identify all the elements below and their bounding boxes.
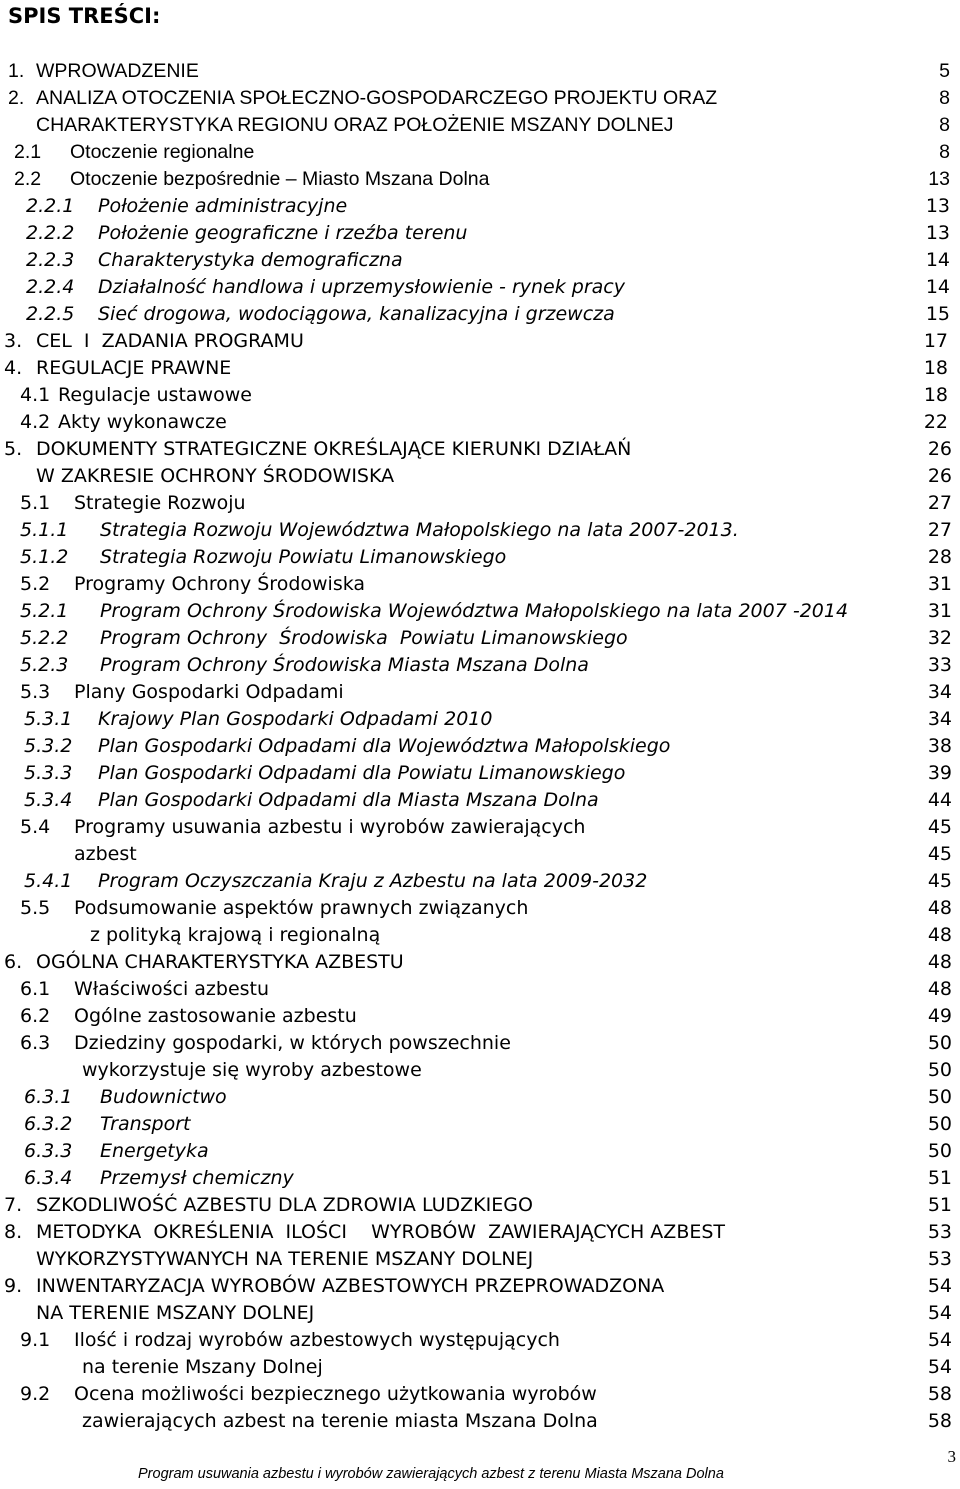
toc-entry-title: ANALIZA OTOCZENIA SPOŁECZNO-GOSPODARCZEGO PROJEKTU ORAZ: [36, 87, 718, 109]
toc-entry[interactable]: [0, 1381, 960, 1407]
toc-entry[interactable]: [0, 517, 960, 543]
toc-entry[interactable]: [0, 328, 960, 354]
toc-entry[interactable]: [0, 355, 960, 381]
toc-entry-page: 54: [927, 1302, 952, 1324]
toc-entry-page: 53: [927, 1221, 952, 1243]
toc-entry[interactable]: [0, 247, 960, 273]
toc-entry[interactable]: [0, 1192, 960, 1218]
toc-entry-title: Budownictwo: [100, 1086, 227, 1108]
toc-entry-title: INWENTARYZACJA WYROBÓW AZBESTOWYCH PRZEPROWADZONA: [36, 1275, 665, 1297]
toc-entry-number: 6.: [4, 951, 23, 973]
toc-entry-page: 58: [927, 1383, 952, 1405]
toc-entry[interactable]: [0, 274, 960, 300]
toc-entry-title: Dziedziny gospodarki, w których powszechnie: [74, 1032, 511, 1054]
toc-entry[interactable]: [0, 1003, 960, 1029]
toc-entry-title: Plan Gospodarki Odpadami dla Województwa Małopolskiego: [98, 735, 671, 757]
toc-entry-title: azbest: [74, 843, 137, 865]
toc-entry-number: 5.2.1: [20, 600, 69, 622]
toc-entry-number: 5.3.2: [24, 735, 73, 757]
toc-entry-page: 34: [927, 681, 952, 703]
toc-entry[interactable]: [0, 1111, 960, 1137]
toc-entry-title: Transport: [100, 1113, 191, 1135]
toc-entry-title: WYKORZYSTYWANYCH NA TERENIE MSZANY DOLNEJ: [36, 1248, 534, 1270]
toc-entry-page: 15: [925, 303, 950, 325]
toc-entry-number: 5.5: [20, 897, 51, 919]
toc-entry-number: 2.2.1: [26, 195, 75, 217]
toc-entry-page: 32: [927, 627, 952, 649]
toc-entry-page: 48: [927, 924, 952, 946]
toc-entry-page: 26: [927, 438, 952, 460]
toc-entry-page: 18: [923, 357, 948, 379]
toc-entry-page: 14: [925, 276, 950, 298]
toc-entry-title: wykorzystuje się wyroby azbestowe: [82, 1059, 422, 1081]
toc-entry-page: 50: [927, 1140, 952, 1162]
toc-entry[interactable]: [0, 1084, 960, 1110]
toc-entry-title: Strategia Rozwoju Województwa Małopolskiego na lata 2007-2013.: [100, 519, 739, 541]
toc-entry[interactable]: [0, 85, 960, 111]
toc-entry-number: 2.: [8, 87, 25, 109]
toc-entry[interactable]: [0, 598, 960, 624]
toc-entry-title: Strategia Rozwoju Powiatu Limanowskiego: [100, 546, 507, 568]
toc-entry-title: Podsumowanie aspektów prawnych związanych: [74, 897, 529, 919]
toc-entry-title: SZKODLIWOŚĆ AZBESTU DLA ZDROWIA LUDZKIEGO: [36, 1194, 533, 1216]
page-number: 3: [947, 1447, 956, 1466]
toc-entry-number: 6.3.4: [24, 1167, 73, 1189]
toc-entry-title: Charakterystyka demograficzna: [98, 249, 403, 271]
toc-entry-title: Plany Gospodarki Odpadami: [74, 681, 344, 703]
toc-entry-title: Plan Gospodarki Odpadami dla Powiatu Limanowskiego: [98, 762, 626, 784]
toc-entry[interactable]: [0, 895, 960, 921]
toc-entry-title: DOKUMENTY STRATEGICZNE OKREŚLAJĄCE KIERUNKI DZIAŁAŃ: [36, 438, 632, 460]
toc-entry-page: 50: [927, 1032, 952, 1054]
toc-entry-page: 34: [927, 708, 952, 730]
toc-entry-page: 38: [927, 735, 952, 757]
toc-entry-number: 2.2.5: [26, 303, 75, 325]
toc-entry-number: 5.3.1: [24, 708, 73, 730]
toc-entry-page: 17: [923, 330, 948, 352]
toc-entry[interactable]: [0, 409, 960, 435]
toc-entry-page: 39: [927, 762, 952, 784]
toc-entry[interactable]: [0, 1138, 960, 1164]
toc-entry-title: Krajowy Plan Gospodarki Odpadami 2010: [98, 708, 493, 730]
toc-entry-number: 5.1.2: [20, 546, 69, 568]
toc-entry-title: Ocena możliwości bezpiecznego użytkowania wyrobów: [74, 1383, 597, 1405]
toc-entry-number: 5.3: [20, 681, 51, 703]
toc-entry-number: 1.: [8, 60, 25, 82]
toc-entry-number: 4.1: [20, 384, 51, 406]
toc-entry-number: 5.3.3: [24, 762, 73, 784]
toc-entry-number: 9.2: [20, 1383, 51, 1405]
toc-entry-number: 4.: [4, 357, 23, 379]
toc-entry-page: 45: [927, 843, 952, 865]
toc-entry[interactable]: [0, 922, 960, 948]
toc-entry-number: 6.2: [20, 1005, 51, 1027]
toc-entry-page: 48: [927, 951, 952, 973]
toc-entry-page: 14: [925, 249, 950, 271]
toc-entry-title: METODYKA OKREŚLENIA ILOŚCI WYROBÓW ZAWIERAJĄCYCH AZBEST: [36, 1221, 726, 1243]
toc-entry-title: na terenie Mszany Dolnej: [82, 1356, 323, 1378]
toc-entry[interactable]: [0, 949, 960, 975]
running-footer: Program usuwania azbestu i wyrobów zawierających azbest z terenu Miasta Mszana Dolna: [138, 1466, 724, 1482]
toc-entry-page: 58: [927, 1410, 952, 1432]
toc-entry-page: 31: [927, 573, 952, 595]
toc-entry-title: Regulacje ustawowe: [58, 384, 252, 406]
toc-entry-title: Otoczenie regionalne: [70, 141, 255, 163]
toc-entry-page: 54: [927, 1275, 952, 1297]
toc-entry-number: 2.2.4: [26, 276, 75, 298]
toc-entry-number: 2.1: [14, 141, 42, 163]
toc-entry-page: 13: [925, 222, 950, 244]
toc-entry-title: Sieć drogowa, wodociągowa, kanalizacyjna i grzewcza: [98, 303, 615, 325]
toc-entry-title: WPROWADZENIE: [36, 60, 199, 82]
toc-entry-page: 13: [925, 195, 950, 217]
toc-entry-title: CHARAKTERYSTYKA REGIONU ORAZ POŁOŻENIE MSZANY DOLNEJ: [36, 114, 674, 136]
toc-entry-page: 27: [927, 492, 952, 514]
toc-entry-page: 51: [927, 1194, 952, 1216]
toc-entry-number: 9.: [4, 1275, 23, 1297]
toc-entry-title: Otoczenie bezpośrednie – Miasto Mszana Dolna: [70, 168, 490, 190]
toc-entry[interactable]: [0, 139, 960, 165]
toc-entry-title: Działalność handlowa i uprzemysłowienie - rynek pracy: [98, 276, 625, 298]
toc-entry-number: 6.3: [20, 1032, 51, 1054]
toc-entry[interactable]: [0, 976, 960, 1002]
toc-entry[interactable]: [0, 1246, 960, 1272]
toc-entry-page: 50: [927, 1113, 952, 1135]
toc-entry-number: 5.3.4: [24, 789, 73, 811]
toc-entry-title: Właściwości azbestu: [74, 978, 270, 1000]
toc-entry-number: 5.2: [20, 573, 51, 595]
toc-entry-page: 45: [927, 870, 952, 892]
toc-entry[interactable]: [0, 58, 960, 84]
toc-entry-number: 7.: [4, 1194, 23, 1216]
toc-entry[interactable]: [0, 1057, 960, 1083]
toc-entry[interactable]: [0, 841, 960, 867]
toc-entry[interactable]: [0, 112, 960, 138]
toc-entry-page: 8: [939, 114, 950, 136]
toc-entry[interactable]: [0, 814, 960, 840]
toc-entry-title: CEL I ZADANIA PROGRAMU: [36, 330, 304, 352]
toc-entry-page: 51: [927, 1167, 952, 1189]
toc-entry-page: 54: [927, 1356, 952, 1378]
toc-entry-page: 54: [927, 1329, 952, 1351]
toc-entry[interactable]: [0, 787, 960, 813]
toc-entry-title: W ZAKRESIE OCHRONY ŚRODOWISKA: [36, 465, 395, 487]
toc-entry[interactable]: [0, 679, 960, 705]
toc-entry[interactable]: [0, 1408, 960, 1434]
toc-entry[interactable]: [0, 1300, 960, 1326]
toc-entry-number: 6.1: [20, 978, 51, 1000]
toc-entry[interactable]: [0, 706, 960, 732]
page-title: SPIS TREŚCI:: [8, 4, 161, 28]
toc-entry[interactable]: [0, 193, 960, 219]
toc-entry[interactable]: [0, 1165, 960, 1191]
toc-entry-page: 50: [927, 1086, 952, 1108]
toc-entry[interactable]: [0, 463, 960, 489]
toc-entry-title: Program Ochrony Środowiska Powiatu Limanowskiego: [100, 627, 628, 649]
toc-entry-title: NA TERENIE MSZANY DOLNEJ: [36, 1302, 315, 1324]
toc-entry-number: 5.: [4, 438, 23, 460]
toc-entry-title: Akty wykonawcze: [58, 411, 227, 433]
toc-entry-page: 48: [927, 978, 952, 1000]
toc-entry-page: 53: [927, 1248, 952, 1270]
toc-entry[interactable]: [0, 733, 960, 759]
toc-entry-number: 5.4: [20, 816, 51, 838]
toc-entry-number: 5.1.1: [20, 519, 69, 541]
toc-entry[interactable]: [0, 301, 960, 327]
toc-entry-page: 18: [923, 384, 948, 406]
toc-entry-number: 6.3.3: [24, 1140, 73, 1162]
toc-entry-number: 6.3.2: [24, 1113, 73, 1135]
toc-entry-page: 45: [927, 816, 952, 838]
toc-entry-page: 48: [927, 897, 952, 919]
toc-entry-title: Położenie geograficzne i rzeźba terenu: [98, 222, 468, 244]
toc-entry-title: OGÓLNA CHARAKTERYSTYKA AZBESTU: [36, 951, 404, 973]
toc-entry-title: REGULACJE PRAWNE: [36, 357, 232, 379]
toc-entry-number: 5.2.2: [20, 627, 69, 649]
toc-entry-title: Strategie Rozwoju: [74, 492, 246, 514]
toc-entry-number: 4.2: [20, 411, 51, 433]
toc-entry-page: 50: [927, 1059, 952, 1081]
toc-entry[interactable]: [0, 166, 960, 192]
toc-entry[interactable]: [0, 1030, 960, 1056]
toc-entry-number: 6.3.1: [24, 1086, 73, 1108]
toc-entry[interactable]: [0, 652, 960, 678]
toc-entry-title: Ogólne zastosowanie azbestu: [74, 1005, 357, 1027]
toc-entry[interactable]: [0, 868, 960, 894]
toc-entry[interactable]: [0, 490, 960, 516]
toc-entry-page: 28: [927, 546, 952, 568]
toc-entry-page: 5: [939, 60, 950, 82]
toc-entry[interactable]: [0, 220, 960, 246]
toc-entry-title: Energetyka: [100, 1140, 209, 1162]
toc-entry[interactable]: [0, 571, 960, 597]
toc-entry-title: Program Ochrony Środowiska Miasta Mszana Dolna: [100, 654, 589, 676]
toc-entry[interactable]: [0, 1219, 960, 1245]
toc-entry[interactable]: [0, 1354, 960, 1380]
toc-entry-page: 49: [927, 1005, 952, 1027]
toc-entry-title: Program Oczyszczania Kraju z Azbestu na lata 2009-2032: [98, 870, 648, 892]
toc-entry[interactable]: [0, 544, 960, 570]
toc-entry-title: z polityką krajową i regionalną: [90, 924, 381, 946]
toc-entry-page: 26: [927, 465, 952, 487]
toc-entry-title: Przemysł chemiczny: [100, 1167, 294, 1189]
toc-entry-page: 8: [939, 87, 950, 109]
toc-entry-title: Programy usuwania azbestu i wyrobów zawierających: [74, 816, 586, 838]
toc-entry[interactable]: [0, 625, 960, 651]
toc-entry-number: 2.2: [14, 168, 42, 190]
toc-entry-page: 22: [923, 411, 948, 433]
toc-entry-title: Ilość i rodzaj wyrobów azbestowych występujących: [74, 1329, 560, 1351]
toc-entry-page: 13: [928, 168, 950, 190]
toc-entry-title: Położenie administracyjne: [98, 195, 348, 217]
toc-entry[interactable]: [0, 436, 960, 462]
toc-entry-number: 9.1: [20, 1329, 51, 1351]
toc-entry-number: 3.: [4, 330, 23, 352]
toc-entry[interactable]: [0, 1327, 960, 1353]
toc-entry-number: 8.: [4, 1221, 23, 1243]
toc-entry[interactable]: [0, 1273, 960, 1299]
toc-entry-title: Programy Ochrony Środowiska: [74, 573, 366, 595]
toc-entry-number: 2.2.3: [26, 249, 75, 271]
toc-entry-number: 2.2.2: [26, 222, 75, 244]
toc-entry-title: Plan Gospodarki Odpadami dla Miasta Mszana Dolna: [98, 789, 599, 811]
toc-entry-page: 8: [939, 141, 950, 163]
toc-entry-number: 5.4.1: [24, 870, 73, 892]
toc-entry[interactable]: [0, 382, 960, 408]
toc-entry-title: zawierających azbest na terenie miasta Mszana Dolna: [82, 1410, 598, 1432]
toc-entry-page: 44: [927, 789, 952, 811]
toc-entry-page: 33: [927, 654, 952, 676]
toc-entry-number: 5.2.3: [20, 654, 69, 676]
toc-entry-page: 27: [927, 519, 952, 541]
toc-entry-number: 5.1: [20, 492, 51, 514]
toc-entry-title: Program Ochrony Środowiska Województwa Małopolskiego na lata 2007 -2014: [100, 600, 849, 622]
toc-entry[interactable]: [0, 760, 960, 786]
toc-entry-page: 31: [927, 600, 952, 622]
